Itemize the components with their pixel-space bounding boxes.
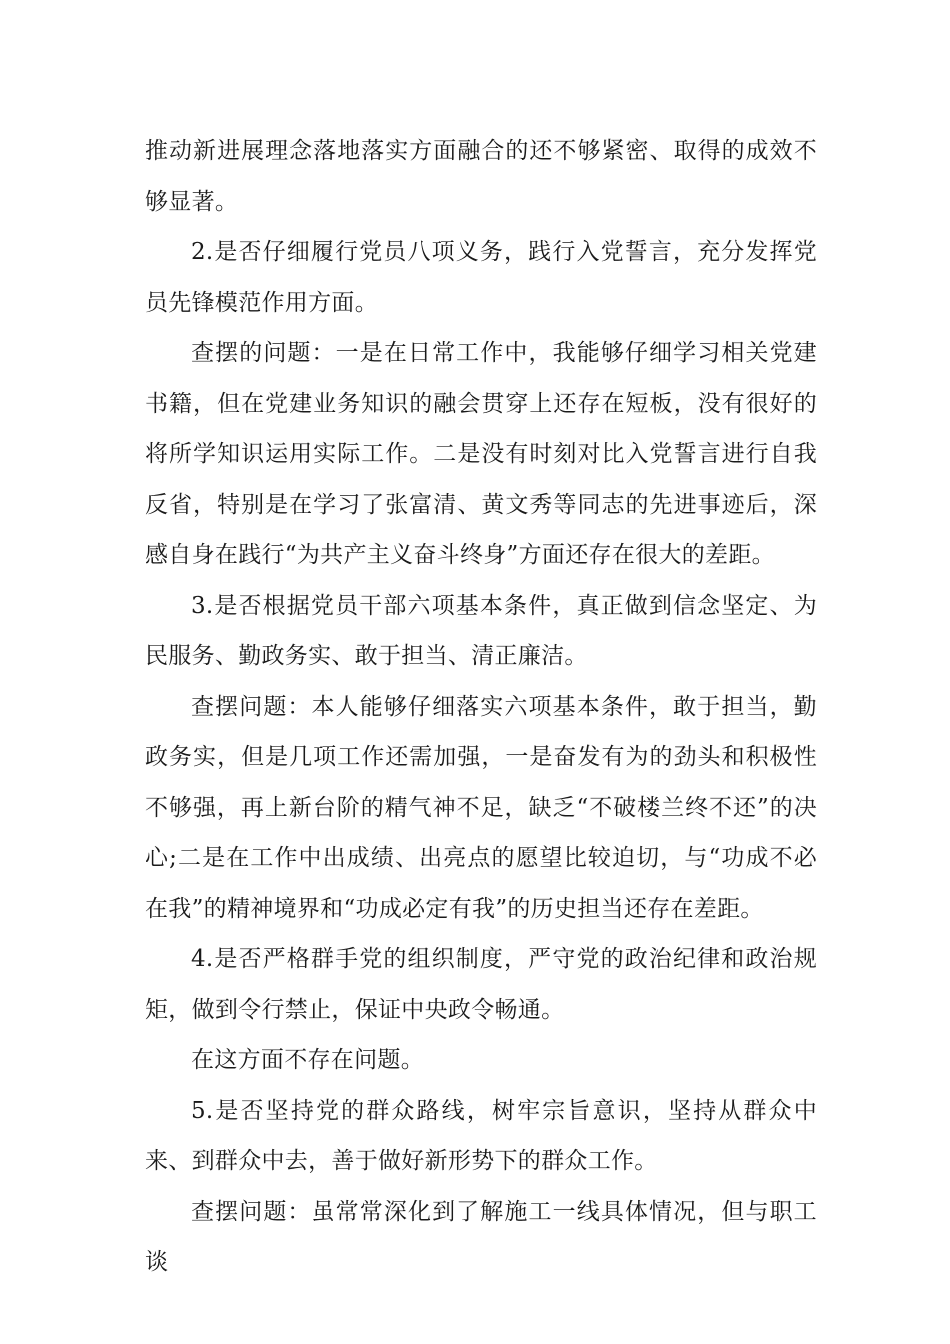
paragraph-item-3-findings: 查摆问题：本人能够仔细落实六项基本条件，敢于担当，勤政务实，但是几项工作还需加强，一是奋发有为的劲头和积极性不够强，再上新台阶的精气神不足，缺乏“不破楼兰终不还”的决心;二是在工作中出成绩、出亮点的愿望比较迫切，与“功成不必在我”的精神境界和“功成必定有我”的历史担当还存在差距。 — [145, 693, 817, 922]
paragraph-item-4-heading: 4.是否严格群手党的组织制度，严守党的政治纪律和政治规矩，做到令行禁止，保证中央政令畅通。 — [145, 946, 817, 1023]
paragraph-item-4-findings: 在这方面不存在问题。 — [191, 1047, 424, 1073]
paragraph-item-2-heading: 2.是否仔细履行党员八项义务，践行入党誓言，充分发挥党员先锋模范作用方面。 — [145, 239, 817, 316]
paragraph-item-3-heading: 3.是否根据党员干部六项基本条件，真正做到信念坚定、为民服务、勤政务实、敢于担当、清正廉洁。 — [145, 592, 817, 669]
paragraph-continuation: 推动新进展理念落地落实方面融合的还不够紧密、取得的成效不够显著。 — [145, 138, 817, 215]
paragraph-item-2-findings: 查摆的问题：一是在日常工作中，我能够仔细学习相关党建书籍，但在党建业务知识的融会贯穿上还存在短板，没有很好的将所学知识运用实际工作。二是没有时刻对比入党誓言进行自我反省，特别是在学习了张富清、黄文秀等同志的先进事迹后，深感自身在践行“为共产主义奋斗终身”方面还存在很大的差距。 — [145, 340, 817, 568]
document-body — [145, 126, 817, 1288]
paragraph-item-5-findings: 查摆问题：虽常常深化到了解施工一线具体情况，但与职工谈 — [145, 1198, 817, 1275]
paragraph-item-5-heading: 5.是否坚持党的群众路线，树牢宗旨意识，坚持从群众中来、到群众中去，善于做好新形势下的群众工作。 — [145, 1097, 817, 1174]
